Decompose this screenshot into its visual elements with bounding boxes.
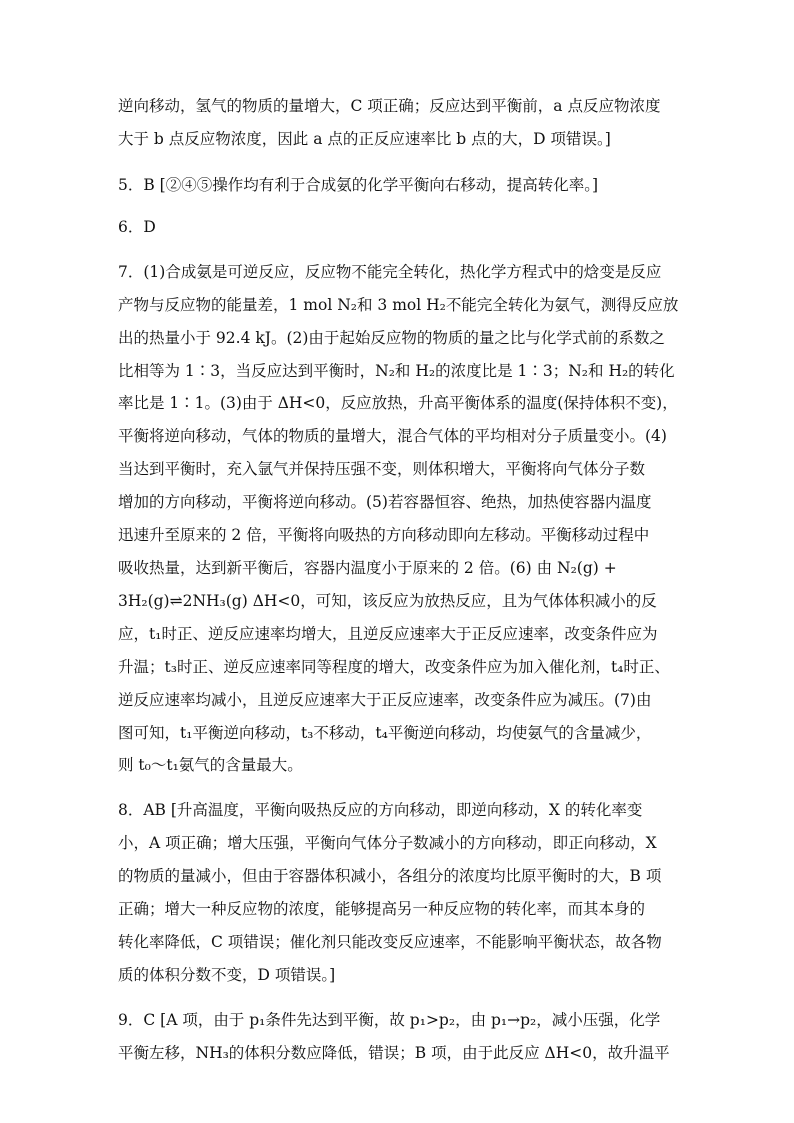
text-line: 逆反应速率均减小，且逆反应速率大于正反应速率，改变条件应为减压。(7)由 <box>118 691 652 709</box>
text-line: 迅速升至原来的 2 倍，平衡将向吸热的方向移动即向左移动。平衡移动过程中 <box>118 526 650 544</box>
answer-6: 6．D <box>118 218 156 236</box>
text-line: 正确；增大一种反应物的浓度，能够提高另一种反应物的转化率，而其本身的 <box>118 900 646 918</box>
text-line: 比相等为 1∶3，当反应达到平衡时，N₂和 H₂的浓度比是 1∶3；N₂和 H₂的转化 <box>118 362 675 380</box>
text-line: 质的体积分数不变，D 项错误。] <box>118 966 336 984</box>
text-line: 平衡将逆向移动，气体的物质的量增大，混合气体的平均相对分子质量变小。(4) <box>118 427 667 445</box>
answer-8: 8．AB [升高温度，平衡向吸热反应的方向移动，即逆向移动，X 的转化率变 <box>118 801 643 819</box>
text-line: 率比是 1∶1。(3)由于 ΔH<0，反应放热，升高平衡体系的温度(保持体积不变)， <box>118 394 678 412</box>
answer-9: 9．C [A 项，由于 p₁条件先达到平衡，故 p₁>p₂，由 p₁→p₂，减小压强，化学 <box>118 1011 661 1029</box>
text-line: 的物质的量减小，但由于容器体积减小，各组分的浓度均比原平衡时的大，B 项 <box>118 867 662 885</box>
text-line: 3H₂(g)⇌2NH₃(g) ΔH<0，可知，该反应为放热反应，且为气体体积减小的反 <box>118 592 657 610</box>
text-line: 吸收热量，达到新平衡后，容器内温度小于原来的 2 倍。(6) 由 N₂(g) + <box>118 559 617 577</box>
text-line: 当达到平衡时，充入氩气并保持压强不变，则体积增大，平衡将向气体分子数 <box>118 460 646 478</box>
text-line: 逆向移动，氢气的物质的量增大，C 项正确；反应达到平衡前，a 点反应物浓度 <box>118 97 661 115</box>
text-line: 产物与反应物的能量差，1 mol N₂和 3 mol H₂不能完全转化为氨气，测得反应放 <box>118 296 678 314</box>
text-line: 则 t₀～t₁氨气的含量最大。 <box>118 756 303 774</box>
text-line: 转化率降低，C 项错误；催化剂只能改变反应速率，不能影响平衡状态，故各物 <box>118 933 662 951</box>
text-line: 大于 b 点反应物浓度，因此 a 点的正反应速率比 b 点的大，D 项错误。] <box>118 130 611 148</box>
text-line: 出的热量小于 92.4 kJ。(2)由于起始反应物的物质的量之比与化学式前的系数之 <box>118 329 665 347</box>
text-line: 增加的方向移动，平衡将逆向移动。(5)若容器恒容、绝热，加热使容器内温度 <box>118 493 652 511</box>
text-line: 平衡左移，NH₃的体积分数应降低，错误；B 项，由于此反应 ΔH<0，故升温平 <box>118 1044 670 1062</box>
text-line: 升温；t₃时正、逆反应速率同等程度的增大，改变条件应为加入催化剂，t₄时正、 <box>118 658 670 676</box>
answer-5: 5．B [②④⑤操作均有利于合成氨的化学平衡向右移动，提高转化率。] <box>118 176 599 194</box>
text-line: 图可知，t₁平衡逆向移动，t₃不移动，t₄平衡逆向移动，均使氨气的含量减少， <box>118 724 652 742</box>
answer-7: 7．(1)合成氨是可逆反应，反应物不能完全转化，热化学方程式中的焓变是反应 <box>118 263 662 281</box>
text-line: 应，t₁时正、逆反应速率均增大，且逆反应速率大于正反应速率，改变条件应为 <box>118 625 658 643</box>
text-line: 小，A 项正确；增大压强，平衡向气体分子数减小的方向移动，即正向移动，X <box>118 834 657 852</box>
